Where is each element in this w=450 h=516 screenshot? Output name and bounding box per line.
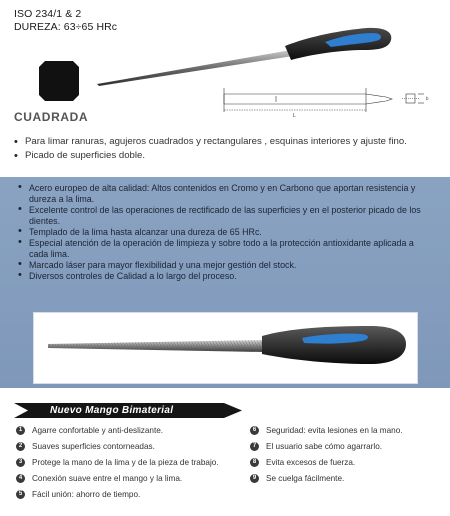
handle-feature [250, 474, 440, 484]
number-badge: 4 [16, 474, 25, 483]
handle-feature [16, 442, 236, 452]
list-item: • Picado de superficies doble. [14, 149, 444, 163]
feature-text: Seguridad: evita lesiones en la mano. [266, 426, 403, 435]
list-item: • Especial atención de la operación de limpieza y sobre todo a la protección antioxidante aplicada a cada lima. [18, 238, 428, 260]
number-badge: 6 [250, 426, 259, 435]
handle-feature [250, 442, 440, 452]
feature-text: Protege la mano de la lima y de la pieza de trabajo. [32, 458, 219, 467]
feature-text: Conexión suave entre el mango y la lima. [32, 474, 183, 483]
number-badge: 7 [250, 442, 259, 451]
list-item: • Marcado láser para mayor flexibilidad y una mejor gestión del stock. [18, 260, 428, 271]
file-dimension-diagram [216, 82, 438, 118]
uses-list [14, 135, 444, 163]
list-item: • Excelente control de las operaciones de rectificado de las superficies y en el posterior picado de los dientes. [18, 205, 428, 227]
handle-feature [16, 474, 236, 484]
features-list [18, 183, 428, 282]
spec-hardness: DUREZA: 63÷65 HRc [14, 21, 118, 33]
number-badge: 2 [16, 442, 25, 451]
section-title: CUADRADA [14, 110, 89, 124]
file-image-product [40, 320, 410, 376]
handle-feature [16, 426, 236, 436]
number-badge: 3 [16, 458, 25, 467]
handle-feature [250, 426, 440, 436]
number-badge: 1 [16, 426, 25, 435]
number-badge: 5 [16, 490, 25, 499]
feature-text: Agarre confortable y anti-deslizante. [32, 426, 164, 435]
width-label: b [426, 96, 429, 101]
handle-feature [250, 458, 440, 468]
list-item: • Para limar ranuras, agujeros cuadrados y rectangulares , esquinas interiores y ajuste fino. [14, 135, 444, 149]
feature-text: Suaves superficies contorneadas. [32, 442, 155, 451]
handle-banner-title: Nuevo Mango Bimaterial [50, 405, 174, 416]
feature-text: El usuario sabe cómo agarrarlo. [266, 442, 383, 451]
file-image-top [95, 20, 395, 90]
spec-iso: ISO 234/1 & 2 [14, 8, 82, 20]
list-item: • Diversos controles de Calidad a lo largo del proceso. [18, 271, 428, 282]
square-profile-icon [38, 60, 80, 102]
number-badge: 8 [250, 458, 259, 467]
list-item: • Templado de la lima hasta alcanzar una dureza de 65 HRc. [18, 227, 428, 238]
feature-text: Fácil unión: ahorro de tiempo. [32, 490, 141, 499]
list-item: • Acero europeo de alta calidad: Altos contenidos en Cromo y en Carbono que aportan resistencia y dureza a la lima. [18, 183, 428, 205]
handle-feature [16, 458, 236, 468]
number-badge: 9 [250, 474, 259, 483]
feature-text: Evita excesos de fuerza. [266, 458, 356, 467]
feature-text: Se cuelga fácilmente. [266, 474, 345, 483]
handle-feature [16, 490, 236, 500]
length-label: L [293, 113, 296, 118]
